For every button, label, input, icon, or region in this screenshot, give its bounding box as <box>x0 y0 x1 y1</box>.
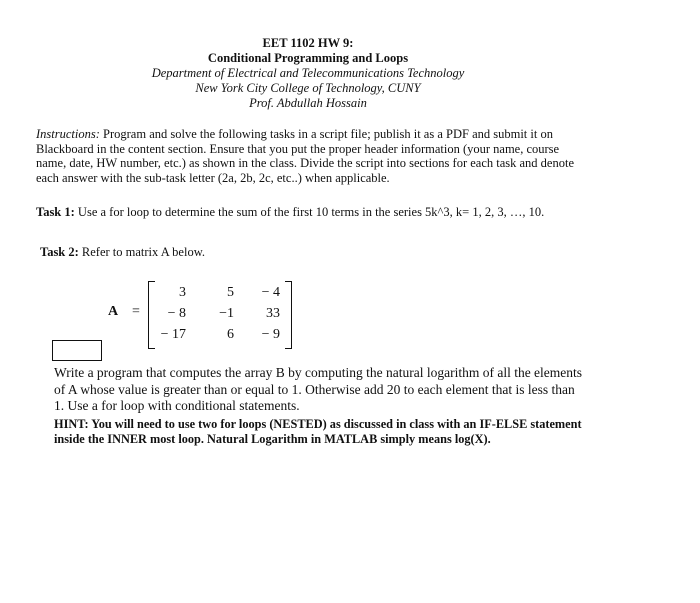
matrix-cell: − 4 <box>261 285 280 300</box>
task-1 <box>36 205 596 220</box>
empty-answer-box <box>52 340 102 361</box>
matrix-cell: 33 <box>266 306 280 321</box>
matrix-cell: 6 <box>227 327 234 342</box>
task-2-hint: HINT: You will need to use two for loops (NESTED) as discussed in class with an IF-ELSE statement inside the INNER most loop. Natural Logarithm in MATLAB simply means log(X). <box>54 417 582 446</box>
matrix-equals: = <box>132 304 140 319</box>
course-heading: EET 1102 HW 9: <box>262 36 354 50</box>
instructions-lead: Instructions: <box>36 127 100 141</box>
matrix-cell: −1 <box>219 306 234 321</box>
task-1-text: Use a for loop to determine the sum of the first 10 terms in the series 5k^3, k= 1, 2, 3, …, 10. <box>74 205 545 219</box>
matrix-cell: 3 <box>179 285 186 300</box>
college-line: New York City College of Technology, CUNY <box>195 81 421 95</box>
assignment-title: Conditional Programming and Loops <box>207 51 409 65</box>
professor-line: Prof. Abdullah Hossain <box>249 96 367 110</box>
matrix-cell: − 8 <box>167 306 186 321</box>
matrix-right-bracket <box>285 281 292 349</box>
task-1-label: Task 1: <box>36 205 75 219</box>
matrix-cell: − 17 <box>160 327 186 342</box>
instructions-text: Program and solve the following tasks in a script file; publish it as a PDF and submit it on Blackboard in the content section. Ensure that you put the proper header information (your name, course name, date, HW number, etc.) as shown in the class. Divide the script into sections for each task and denote each answer with the sub-task letter (2a, 2b, 2c, etc..) when applicable. <box>36 127 575 185</box>
department-line: Department of Electrical and Telecommunications Technology <box>151 66 465 80</box>
document-header <box>0 36 616 111</box>
instructions-paragraph <box>36 127 581 185</box>
matrix-cell: − 9 <box>261 327 280 342</box>
task-2-label: Task 2: <box>40 245 79 259</box>
matrix-name: A <box>108 304 119 319</box>
matrix-cell: 5 <box>227 285 234 300</box>
task-2-text: Refer to matrix A below. <box>78 245 206 259</box>
task-2 <box>40 245 440 260</box>
task-2-description: Write a program that computes the array B by computing the natural logarithm of all the elements of A whose value is greater than or equal to 1. Otherwise add 20 to each element that is less than 1. Use a for loop with conditional statements. <box>54 365 583 413</box>
